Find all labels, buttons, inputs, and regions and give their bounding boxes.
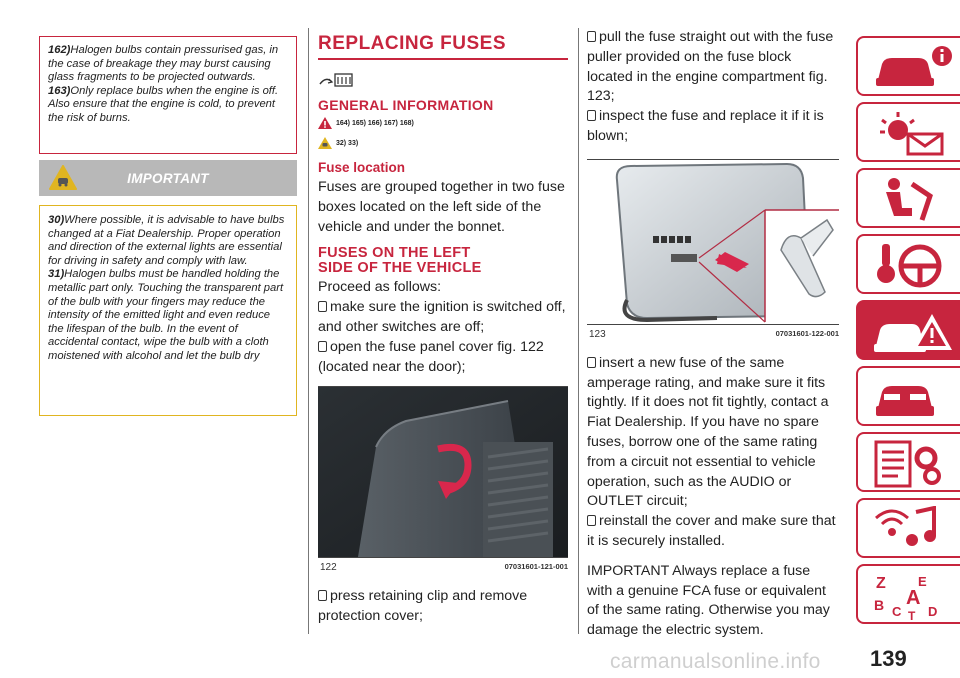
fuse-panel-door-photo <box>318 387 568 557</box>
checkbox-bullet-icon <box>587 31 596 42</box>
svg-text:T: T <box>908 609 916 620</box>
column-divider <box>578 28 579 634</box>
figure-bottom-rule <box>318 557 568 558</box>
step-text: press retaining clip and remove protection cover; <box>318 588 528 625</box>
car-info-icon <box>872 44 952 92</box>
warning-refs-text: 164) 165) 166) 167) 168) <box>336 119 414 127</box>
svg-text:Z: Z <box>876 575 886 592</box>
index-letters-icon <box>872 572 952 620</box>
step-text: make sure the ignition is switched off, and other switches are off; <box>318 299 566 335</box>
watermark: carmanualsonline.info <box>610 650 821 673</box>
caution-triangle-icon <box>318 137 332 149</box>
figure-bottom-rule <box>587 324 839 325</box>
steering-key-icon <box>872 242 952 290</box>
figure-code: 07031601-122-001 <box>775 328 839 338</box>
step-item <box>587 512 839 552</box>
fuse-box-icon <box>318 72 354 88</box>
figure-number: 122 <box>320 562 337 574</box>
step-text: insert a new fuse of the same amperage rating, and make sure it fits tightly. If it does not fit tightly, contact a Fiat Dealership. If you have no spare fuses, borrow one of the same rating from a circuit not essential to vehicle operation, such as the AUDIO or OUTLET circuit; <box>587 354 829 510</box>
caution-refs-text: 32) 33) <box>336 139 359 147</box>
step-text: inspect the fuse and replace it if it is blown; <box>587 108 824 144</box>
sidebar-tab-index[interactable] <box>856 564 960 624</box>
multimedia-icon <box>872 506 952 554</box>
checkbox-bullet-icon <box>318 301 327 312</box>
step-item <box>318 298 568 338</box>
right-column <box>587 28 839 641</box>
column-divider <box>308 28 309 634</box>
step-text: open the fuse panel cover fig. 122 (located near the door); <box>318 338 544 375</box>
middle-column <box>318 28 568 627</box>
checkbox-bullet-icon <box>587 515 596 526</box>
note-text: Halogen bulbs must be handled holding the metallic part only. Touching the transparent part of the bulb with your fingers may reduce the intensity of the emitted light and even reduce the lifespan of the bulb. In the event of accidental contact, wipe the bulb with a cloth moistened with alcohol and let the bulb dry <box>48 268 284 362</box>
svg-text:A: A <box>906 587 921 609</box>
section-heading: REPLACING FUSES <box>318 33 507 54</box>
checkbox-bullet-icon <box>587 357 596 368</box>
emergency-car-icon <box>872 308 952 356</box>
fuse-location-text: Fuses are grouped together in two fuse boxes located on the left side of the vehicle and under the bonnet. <box>318 179 565 235</box>
checkbox-bullet-icon <box>318 341 327 352</box>
note-text: Where possible, it is advisable to have bulbs changed at a Fiat Dealership. Proper operation and direction of the external lights are essential for driving in safety and comply with law. <box>48 214 285 267</box>
proceed-text: Proceed as follows: <box>318 279 442 296</box>
note-number: 30) <box>48 214 65 226</box>
sidebar-tab-car-info[interactable] <box>856 36 960 96</box>
sidebar-tab-safety[interactable] <box>856 168 960 228</box>
step-item <box>587 354 839 512</box>
important-box <box>39 205 297 416</box>
fuse-location-title: Fuse location <box>318 160 406 175</box>
technical-data-icon <box>872 440 952 488</box>
heading-rule <box>318 58 568 60</box>
caution-refs <box>318 137 568 149</box>
figure-number: 123 <box>589 328 606 340</box>
figure-code: 07031601-121-001 <box>504 562 568 572</box>
warning-triangle-icon <box>318 117 332 129</box>
warning-refs <box>318 117 568 129</box>
dashboard-lights-icon <box>872 110 952 158</box>
svg-text:C: C <box>892 604 902 619</box>
svg-text:D: D <box>928 604 938 619</box>
figure-caption <box>318 562 568 573</box>
step-text: pull the fuse straight out with the fuse puller provided on the fuse block located in the engine compartment fig. 123; <box>587 29 834 105</box>
important-title: IMPORTANT <box>127 171 209 186</box>
warning-number: 163) <box>48 84 71 97</box>
warning-text: Halogen bulbs contain pressurised gas, in the case of breakage they may burst causing glass fragments to be projected outwards. <box>48 44 279 84</box>
car-maintenance-icon <box>872 374 952 422</box>
checkbox-bullet-icon <box>318 590 327 601</box>
checkbox-bullet-icon <box>587 110 596 121</box>
note-number: 31) <box>48 268 65 281</box>
fuse-puller-photo <box>587 160 839 324</box>
important-header <box>39 160 297 196</box>
safety-seat-icon <box>872 176 952 224</box>
step-item <box>318 338 568 378</box>
sidebar-tab-multimedia[interactable] <box>856 498 960 558</box>
svg-text:E: E <box>918 574 927 589</box>
warning-number: 162) <box>48 44 71 56</box>
left-side-heading-line2: SIDE OF THE VEHICLE <box>318 260 482 277</box>
step-item <box>587 28 839 107</box>
svg-text:B: B <box>874 597 885 613</box>
step-item <box>318 587 568 627</box>
step-item <box>587 107 839 147</box>
sidebar-tab-technical-data[interactable] <box>856 432 960 492</box>
sidebar-tab-starting-driving[interactable] <box>856 234 960 294</box>
subheading: GENERAL INFORMATION <box>318 97 494 113</box>
warning-text: Only replace bulbs when the engine is off. Also ensure that the engine is cold, to prevent the risk of burns. <box>48 84 279 124</box>
left-side-heading-line1: FUSES ON THE LEFT <box>318 245 471 262</box>
sidebar-tab-maintenance[interactable] <box>856 366 960 426</box>
sidebar-tab-emergency[interactable] <box>856 300 960 360</box>
important-note: IMPORTANT Always replace a fuse with a genuine FCA fuse or equivalent of the same rating. Otherwise you may damage the electric system. <box>587 562 830 639</box>
warnings-box <box>39 36 297 154</box>
step-text: reinstall the cover and make sure that it is securely installed. <box>587 513 836 549</box>
sidebar-tab-dashboard-lights[interactable] <box>856 102 960 162</box>
left-side-heading <box>318 246 568 276</box>
figure-caption <box>587 329 839 340</box>
page-number: 139 <box>870 646 907 671</box>
